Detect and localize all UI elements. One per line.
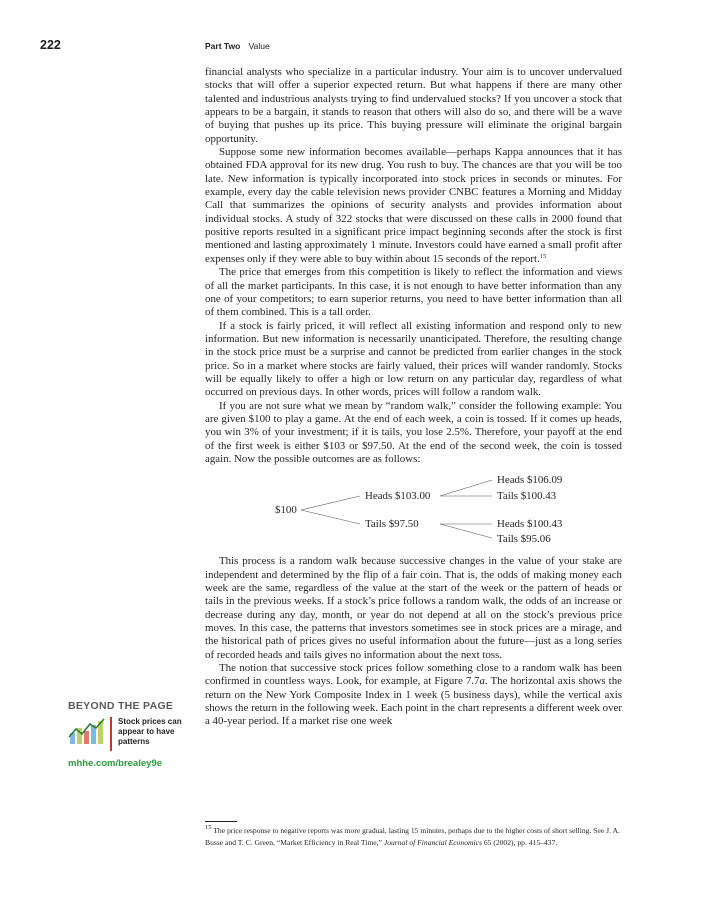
sidebar-caption-line-3: patterns — [118, 737, 150, 746]
tree-outcome-hh: Heads $106.09 — [497, 474, 563, 487]
tree-branch-tails — [301, 510, 360, 524]
tree-branch-tt — [440, 524, 492, 538]
tree-outcome-tt: Tails $95.06 — [497, 533, 551, 546]
tree-week1-tails: Tails $97.50 — [365, 518, 419, 531]
paragraph-6: This process is a random walk because successive changes in the value of your stake are independent and determined by the flip of a fair coin. That is, the odds of making money each week are the same, regardless of the value at the start of the week or the pattern of heads or tails in the previous weeks. If a stock’s price follows a random walk, the odds of an increase or decrease during any day, month, or year do not depend at all on the stock’s previous price moves. In this case, the patterns that investors sometimes see in stock prices are a mirage, and the historical path of prices gives no useful information about the future—just as a long series of recorded heads and tails gives no information about the next toss. — [205, 555, 622, 661]
body-text — [205, 66, 622, 729]
footnote-15 — [205, 825, 622, 848]
paragraph-5: If you are not sure what we mean by “random walk,” consider the following example: You are given $100 to play a game. At the end of each week, a coin is tossed. If it comes up heads, you win 3% of your investment; if it is tails, you lose 2.5%. Therefore, your payoff at the end of the first week is either $103 or $97.50. At the end of the second week, the coin is tossed again. Now the possible outcomes are as follows: — [205, 399, 622, 465]
sidebar-caption-line-1: Stock prices can — [118, 717, 182, 726]
stock-chart-icon — [68, 717, 106, 745]
sidebar-row — [68, 717, 188, 751]
footnote-number: 15 — [205, 824, 212, 831]
paragraph-3: The price that emerges from this competition is likely to reflect the information and views of all the market participants. In this case, it is not enough to have better information than any one of your competitors; to earn superior returns, you need to have better information than all of them combined. This is a tall order. — [205, 266, 622, 319]
tree-outcome-th: Heads $100.43 — [497, 518, 563, 531]
sidebar-divider — [110, 717, 112, 751]
tree-root-value: $100 — [275, 504, 297, 517]
tree-branch-heads — [301, 496, 360, 510]
beyond-the-page-sidebar — [68, 700, 188, 769]
part-label: Part Two — [205, 41, 241, 51]
paragraph-7-text-b: . The horizontal axis shows the return on the New York Composite Index in 1 week (5 business days), while the vertical axis shows the return in the following week. Each point in the chart represents a different week over a 40-year period. If a market rise one week — [205, 675, 622, 728]
section-label: Value — [248, 41, 270, 51]
sidebar-caption-line-2: appear to have — [118, 727, 175, 736]
sidebar-title: BEYOND THE PAGE — [68, 700, 174, 712]
sidebar-link[interactable]: mhhe.com/brealey9e — [68, 758, 162, 769]
footnote-text-a: The price response to negative reports was more gradual, lasting 15 minutes, perhaps due to the higher costs of short selling. See J. A. Busse and T. C. Green, “Market Efficiency in Real Time,” — [205, 826, 620, 847]
footnote-ref-15[interactable]: 15 — [539, 252, 547, 260]
page-number: 222 — [40, 38, 61, 52]
tree-week1-heads: Heads $103.00 — [365, 490, 431, 503]
paragraph-2 — [205, 146, 622, 266]
sidebar-caption — [118, 717, 182, 747]
paragraph-1: financial analysts who specialize in a particular industry. Your aim is to uncover undervalued stocks that will offer a superior expected return. But what happens if there are many other talented and industrious analysts trying to find undervalued stocks? If you uncover a stock that appears to be a bargain, it stands to reason that others will also do so, and there will be a wave of buying that pushes up its price. This buying pressure will eliminate the original bargain opportunity. — [205, 66, 622, 145]
tree-branch-hh — [440, 480, 492, 496]
running-head — [205, 41, 270, 51]
paragraph-7-text-a: The notion that successive stock prices follow something close to a random walk has been confirmed in countless ways. Look, for example, at Figure 7.7 — [205, 662, 622, 688]
paragraph-7 — [205, 662, 622, 729]
footnote-text-b: 65 (2002), pp. 415–437. — [481, 837, 558, 847]
footnote-divider — [205, 821, 237, 822]
figure-ref-letter: a — [479, 675, 485, 688]
paragraph-4: If a stock is fairly priced, it will reflect all existing information and respond only to new information. But new information is necessarily unanticipated. Therefore, the resulting change in the stock price must be a surprise and cannot be predicted from earlier changes in the stock price. So in a market where stocks are fairly valued, their prices will wander randomly. Stocks will be equally likely to offer a high or low return on any particular day, regardless of what occurred on previous days. In other words, prices will follow a random walk. — [205, 319, 622, 399]
footnote-journal: Journal of Financial Economics — [383, 837, 482, 847]
tree-outcome-ht: Tails $100.43 — [497, 490, 557, 503]
paragraph-2-text: Suppose some new information becomes available—perhaps Kappa announces that it has obtained FDA approval for its new drug. You rush to buy. The chances are that you will be too late. New information is typically incorporated into stock prices in seconds or minutes. For example, every day the cable television news provider CNBC features a Morning and Midday Call that summarizes the opinions of security analysts and provides information about individual stocks. A study of 322 stocks that were discussed on these calls in 2000 found that positive reports resulted in a significant price impact beginning seconds after the stock is first mentioned and lasting approximately 1 minute. Investors could have earned a small profit after expenses only if they were able to buy within about 15 seconds of the report. — [205, 146, 622, 265]
coin-toss-tree-diagram — [205, 474, 622, 548]
